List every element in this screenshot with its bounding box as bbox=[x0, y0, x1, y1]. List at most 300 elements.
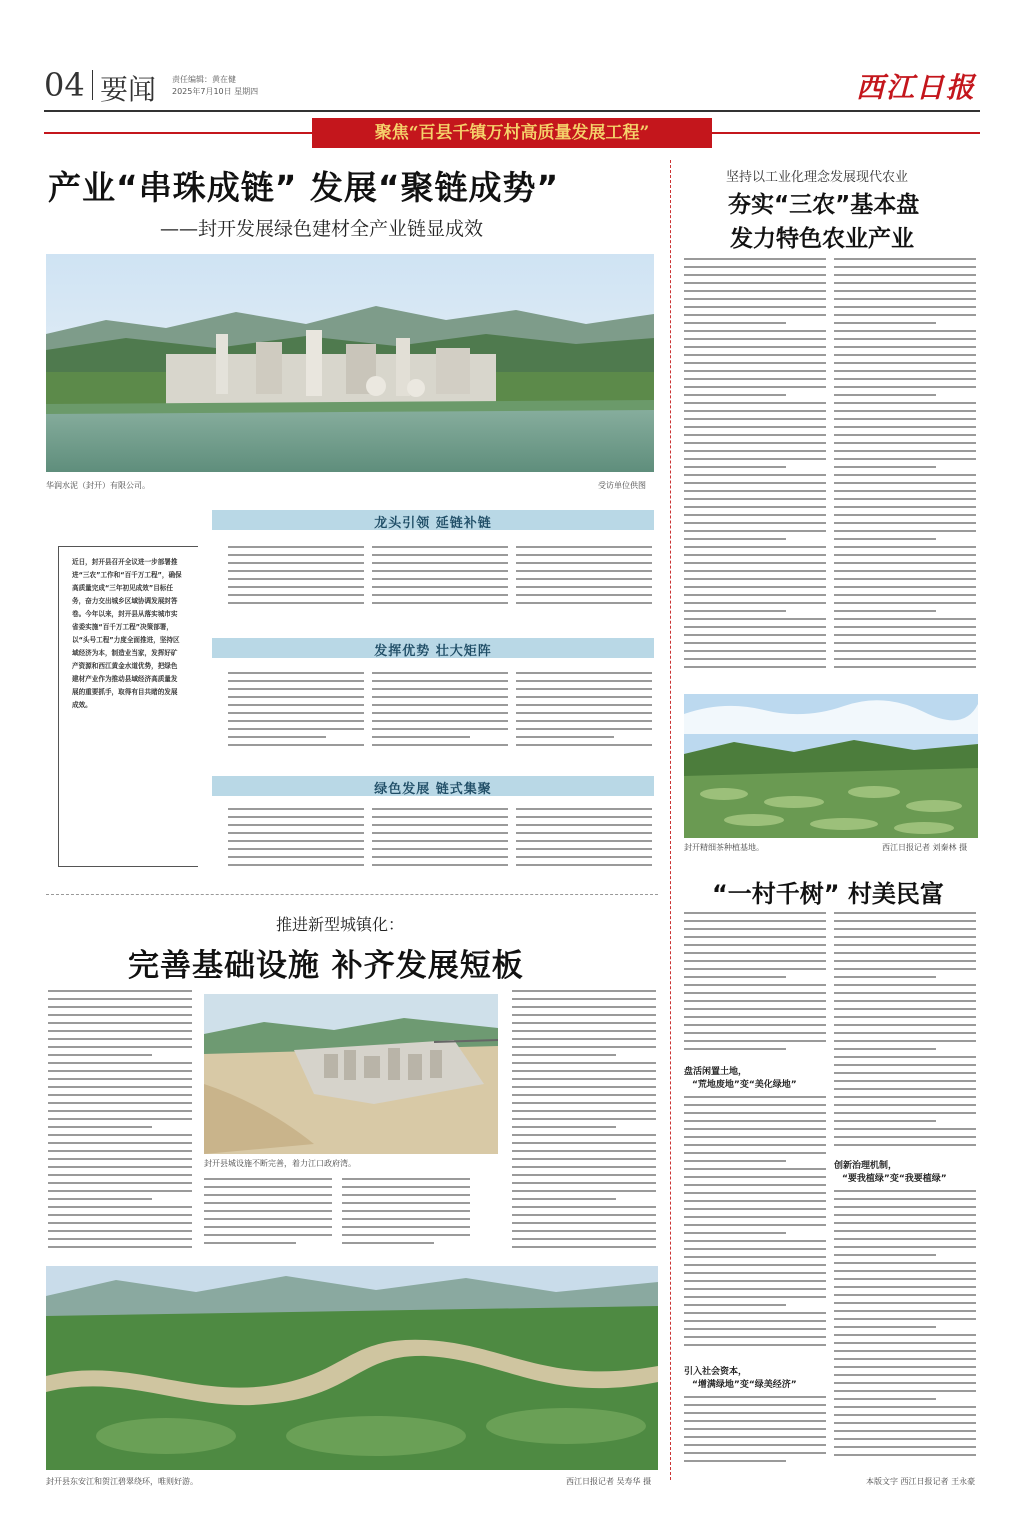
banner-line-left bbox=[44, 132, 312, 134]
body-text-line bbox=[512, 1094, 656, 1096]
body-text-line bbox=[684, 658, 826, 660]
body-text-line bbox=[228, 704, 364, 706]
body-text-line bbox=[48, 1014, 192, 1016]
section-bar-3 bbox=[212, 776, 654, 796]
body-text-line bbox=[834, 410, 976, 412]
body-text-line bbox=[834, 338, 976, 340]
body-text-line bbox=[48, 1118, 192, 1120]
body-text-line bbox=[834, 1104, 976, 1106]
body-text-line bbox=[516, 696, 652, 698]
masthead-logo: 西江日报 bbox=[855, 71, 976, 104]
body-text-line bbox=[372, 840, 508, 842]
body-text-line bbox=[684, 290, 826, 292]
body-text-line bbox=[834, 506, 976, 508]
body-text-line bbox=[512, 1174, 656, 1176]
body-text-line bbox=[684, 442, 826, 444]
county-town-photo bbox=[204, 994, 498, 1154]
body-text-line bbox=[684, 466, 786, 468]
body-text-line bbox=[516, 816, 652, 818]
body-text-line bbox=[684, 1404, 826, 1406]
body-text-line bbox=[228, 688, 364, 690]
body-text-line bbox=[834, 626, 976, 628]
editor-line-1: 责任编辑：黄在健 bbox=[172, 75, 236, 84]
right-bottom-body-b2 bbox=[834, 1190, 976, 1466]
header bbox=[44, 62, 980, 108]
body-text-line bbox=[512, 1086, 656, 1088]
body-text-line bbox=[684, 546, 826, 548]
body-text-line bbox=[684, 1200, 826, 1202]
body-text-line bbox=[228, 594, 364, 596]
bottom-body-b bbox=[204, 1178, 332, 1254]
body-text-line bbox=[684, 458, 826, 460]
tea-photo-caption: 封开精细茶种植基地。 bbox=[684, 843, 764, 852]
lead-body-1b bbox=[372, 546, 508, 616]
river-photo-credit: 西江日报记者 吴寿华 摄 bbox=[566, 1477, 652, 1486]
body-text-line bbox=[834, 1222, 976, 1224]
body-text-line bbox=[834, 650, 976, 652]
body-text-line bbox=[834, 1064, 976, 1066]
body-text-line bbox=[512, 1150, 656, 1152]
body-text-line bbox=[512, 1182, 656, 1184]
body-text-line bbox=[684, 298, 826, 300]
body-text-line bbox=[48, 1110, 192, 1112]
body-text-line bbox=[372, 704, 508, 706]
bottom-body-c bbox=[342, 1178, 470, 1254]
subhead-2-line2: “要我植绿”变“我要植绿” bbox=[842, 1174, 947, 1184]
body-text-line bbox=[512, 1078, 656, 1080]
body-text-line bbox=[48, 1102, 192, 1104]
body-text-line bbox=[48, 1094, 192, 1096]
right-top-body-b bbox=[834, 258, 976, 678]
body-text-line bbox=[834, 1206, 976, 1208]
body-text-line bbox=[342, 1210, 470, 1212]
body-text-line bbox=[834, 482, 976, 484]
body-text-line bbox=[512, 1062, 656, 1064]
pullquote-bracket-bottom bbox=[58, 866, 198, 867]
body-text-line bbox=[228, 586, 364, 588]
body-text-line bbox=[684, 920, 826, 922]
body-text-line bbox=[834, 370, 976, 372]
body-text-line bbox=[684, 1032, 826, 1034]
body-text-line bbox=[834, 610, 936, 612]
body-text-line bbox=[834, 426, 976, 428]
body-text-line bbox=[834, 952, 976, 954]
body-text-line bbox=[684, 490, 826, 492]
body-text-line bbox=[834, 1382, 976, 1384]
body-text-line bbox=[228, 864, 364, 866]
body-text-line bbox=[834, 1310, 976, 1312]
section-title-1: 龙头引领 延链补链 bbox=[374, 516, 492, 531]
body-text-line bbox=[512, 1190, 656, 1192]
body-text-line bbox=[834, 960, 976, 962]
body-text-line bbox=[834, 586, 976, 588]
tea-photo-credit: 西江日报记者 刘秦林 摄 bbox=[882, 843, 968, 852]
body-text-line bbox=[834, 466, 936, 468]
body-text-line bbox=[684, 1312, 826, 1314]
body-text-line bbox=[684, 1396, 826, 1398]
body-text-line bbox=[512, 990, 656, 992]
body-text-line bbox=[516, 546, 652, 548]
body-text-line bbox=[512, 1070, 656, 1072]
body-text-line bbox=[48, 990, 192, 992]
body-text-line bbox=[834, 1302, 976, 1304]
body-text-line bbox=[684, 506, 826, 508]
body-text-line bbox=[834, 546, 976, 548]
body-text-line bbox=[228, 554, 364, 556]
body-text-line bbox=[684, 578, 826, 580]
body-text-line bbox=[834, 1000, 976, 1002]
body-text-line bbox=[48, 1190, 192, 1192]
body-text-line bbox=[834, 554, 976, 556]
body-text-line bbox=[834, 1088, 976, 1090]
body-text-line bbox=[834, 1190, 976, 1192]
body-text-line bbox=[834, 1198, 976, 1200]
body-text-line bbox=[684, 1096, 826, 1098]
body-text-line bbox=[834, 1414, 976, 1416]
body-text-line bbox=[372, 808, 508, 810]
body-text-line bbox=[512, 1238, 656, 1240]
body-text-line bbox=[834, 1406, 976, 1408]
lead-subtitle: ——封开发展绿色建材全产业链显成效 bbox=[160, 218, 484, 240]
body-text-line bbox=[834, 1072, 976, 1074]
body-text-line bbox=[512, 1166, 656, 1168]
body-text-line bbox=[684, 1344, 826, 1346]
tea-field-image bbox=[684, 694, 978, 838]
riverside-town-image bbox=[204, 994, 498, 1154]
body-text-line bbox=[834, 976, 936, 978]
body-text-line bbox=[834, 1366, 976, 1368]
body-text-line bbox=[684, 968, 826, 970]
body-text-line bbox=[684, 666, 826, 668]
body-text-line bbox=[512, 1230, 656, 1232]
body-text-line bbox=[372, 824, 508, 826]
body-text-line bbox=[516, 586, 652, 588]
body-text-line bbox=[834, 618, 976, 620]
body-text-line bbox=[342, 1218, 470, 1220]
body-text-line bbox=[684, 450, 826, 452]
body-text-line bbox=[834, 1342, 976, 1344]
section-bar-1 bbox=[212, 510, 654, 530]
body-text-line bbox=[834, 330, 976, 332]
body-text-line bbox=[834, 386, 976, 388]
body-text-line bbox=[684, 562, 826, 564]
bottom-body-a bbox=[48, 990, 192, 1254]
body-text-line bbox=[516, 736, 614, 738]
body-text-line bbox=[684, 1256, 826, 1258]
body-text-line bbox=[228, 832, 364, 834]
body-text-line bbox=[834, 1024, 976, 1026]
body-text-line bbox=[834, 290, 976, 292]
body-text-line bbox=[516, 848, 652, 850]
body-text-line bbox=[834, 346, 976, 348]
body-text-line bbox=[834, 282, 976, 284]
lead-photo-caption: 华润水泥（封开）有限公司。 bbox=[46, 481, 150, 490]
lead-body-3a bbox=[228, 808, 364, 874]
body-text-line bbox=[204, 1194, 332, 1196]
body-text-line bbox=[372, 712, 508, 714]
body-text-line bbox=[684, 1304, 786, 1306]
page-number: 04 bbox=[44, 66, 85, 104]
body-text-line bbox=[684, 514, 826, 516]
body-text-line bbox=[684, 586, 826, 588]
banner-text: 聚焦“百县千镇万村高质量发展工程” bbox=[374, 123, 650, 143]
body-text-line bbox=[834, 1080, 976, 1082]
right-bottom-body-a2 bbox=[684, 1096, 826, 1356]
bottom-body-d bbox=[512, 990, 656, 1254]
body-text-line bbox=[684, 1460, 786, 1462]
body-text-line bbox=[834, 658, 976, 660]
body-text-line bbox=[228, 736, 326, 738]
body-text-line bbox=[48, 1006, 192, 1008]
body-text-line bbox=[48, 1158, 192, 1160]
body-text-line bbox=[834, 570, 976, 572]
body-text-line bbox=[684, 936, 826, 938]
body-text-line bbox=[684, 1224, 826, 1226]
body-text-line bbox=[204, 1202, 332, 1204]
body-text-line bbox=[372, 546, 508, 548]
body-text-line bbox=[516, 562, 652, 564]
right-bottom-credit: 本版文字 西江日报记者 王永豪 bbox=[866, 1477, 976, 1486]
body-text-line bbox=[372, 578, 508, 580]
body-text-line bbox=[834, 1446, 976, 1448]
body-text-line bbox=[684, 1144, 826, 1146]
body-text-line bbox=[684, 274, 826, 276]
body-text-line bbox=[684, 1264, 826, 1266]
body-text-line bbox=[834, 1390, 976, 1392]
body-text-line bbox=[48, 1046, 192, 1048]
right-bottom-body-b1 bbox=[834, 912, 976, 1152]
body-text-line bbox=[684, 1128, 826, 1130]
body-text-line bbox=[516, 570, 652, 572]
body-text-line bbox=[372, 554, 508, 556]
section-bar-2 bbox=[212, 638, 654, 658]
body-text-line bbox=[48, 1086, 192, 1088]
body-text-line bbox=[372, 594, 508, 596]
body-text-line bbox=[834, 1230, 976, 1232]
body-text-line bbox=[834, 594, 976, 596]
body-text-line bbox=[684, 338, 826, 340]
body-text-line bbox=[512, 1038, 656, 1040]
body-text-line bbox=[684, 1040, 826, 1042]
body-text-line bbox=[684, 1160, 786, 1162]
body-text-line bbox=[372, 720, 508, 722]
header-rule bbox=[44, 110, 980, 112]
body-text-line bbox=[684, 650, 826, 652]
body-text-line bbox=[372, 856, 508, 858]
pullquote-bracket-top bbox=[58, 546, 198, 547]
body-text-line bbox=[684, 410, 826, 412]
body-text-line bbox=[684, 992, 826, 994]
body-text-line bbox=[372, 570, 508, 572]
body-text-line bbox=[372, 672, 508, 674]
body-text-line bbox=[684, 1000, 826, 1002]
lead-body-3b bbox=[372, 808, 508, 874]
body-text-line bbox=[834, 602, 976, 604]
body-text-line bbox=[342, 1226, 470, 1228]
body-text-line bbox=[834, 1454, 976, 1456]
subhead-2-line1: 创新治理机制， bbox=[834, 1161, 898, 1171]
body-text-line bbox=[834, 984, 976, 986]
body-text-line bbox=[834, 314, 976, 316]
body-text-line bbox=[372, 832, 508, 834]
body-text-line bbox=[684, 1176, 826, 1178]
body-text-line bbox=[684, 266, 826, 268]
subhead-1-line2: “荒地废地”变“美化绿地” bbox=[692, 1080, 797, 1090]
body-text-line bbox=[228, 728, 364, 730]
body-text-line bbox=[228, 602, 364, 604]
body-text-line bbox=[834, 1350, 976, 1352]
body-text-line bbox=[684, 1168, 826, 1170]
body-text-line bbox=[834, 1278, 976, 1280]
body-text-line bbox=[48, 1174, 192, 1176]
body-text-line bbox=[684, 1208, 826, 1210]
lead-photo bbox=[46, 254, 654, 472]
bottom-title: 完善基础设施 补齐发展短板 bbox=[128, 948, 524, 984]
body-text-line bbox=[512, 1046, 656, 1048]
body-text-line bbox=[684, 944, 826, 946]
body-text-line bbox=[204, 1210, 332, 1212]
town-photo-caption: 封开县城设施不断完善，着力江口政府湾。 bbox=[204, 1159, 356, 1168]
body-text-line bbox=[684, 642, 826, 644]
lead-photo-credit: 受访单位供图 bbox=[598, 481, 646, 490]
body-text-line bbox=[834, 1438, 976, 1440]
body-text-line bbox=[834, 1262, 976, 1264]
section-title-2: 发挥优势 壮大矩阵 bbox=[374, 644, 492, 659]
editor-line-2: 2025年7月10日 星期四 bbox=[172, 87, 259, 96]
body-text-line bbox=[48, 1038, 192, 1040]
bottom-kicker: 推进新型城镇化： bbox=[276, 915, 405, 934]
body-text-line bbox=[834, 1214, 976, 1216]
body-text-line bbox=[684, 618, 826, 620]
body-text-line bbox=[516, 728, 652, 730]
body-text-line bbox=[516, 824, 652, 826]
body-text-line bbox=[204, 1226, 332, 1228]
body-text-line bbox=[228, 824, 364, 826]
lead-body-2a bbox=[228, 672, 364, 752]
body-text-line bbox=[684, 434, 826, 436]
body-text-line bbox=[48, 1062, 192, 1064]
river-bend-image bbox=[46, 1266, 658, 1470]
body-text-line bbox=[48, 1238, 192, 1240]
river-photo-caption: 封开县东安江和贺江碧翠绕环，唯则好游。 bbox=[46, 1477, 198, 1486]
body-text-line bbox=[684, 554, 826, 556]
body-text-line bbox=[48, 1182, 192, 1184]
body-text-line bbox=[228, 672, 364, 674]
body-text-line bbox=[684, 538, 786, 540]
body-text-line bbox=[684, 634, 826, 636]
body-text-line bbox=[684, 1016, 826, 1018]
body-text-line bbox=[48, 1078, 192, 1080]
body-text-line bbox=[372, 696, 508, 698]
body-text-line bbox=[834, 1120, 936, 1122]
body-text-line bbox=[834, 514, 976, 516]
body-text-line bbox=[372, 864, 508, 866]
body-text-line bbox=[372, 688, 508, 690]
body-text-line bbox=[684, 394, 786, 396]
body-text-line bbox=[372, 728, 508, 730]
body-text-line bbox=[512, 1158, 656, 1160]
body-text-line bbox=[834, 992, 976, 994]
body-text-line bbox=[512, 1030, 656, 1032]
body-text-line bbox=[684, 1152, 826, 1154]
body-text-line bbox=[684, 1136, 826, 1138]
body-text-line bbox=[516, 578, 652, 580]
body-text-line bbox=[834, 258, 976, 260]
body-text-line bbox=[512, 1214, 656, 1216]
body-text-line bbox=[204, 1242, 296, 1244]
header-divider bbox=[92, 70, 93, 100]
right-top-body-a bbox=[684, 258, 826, 678]
body-text-line bbox=[204, 1218, 332, 1220]
body-text-line bbox=[834, 1056, 976, 1058]
body-text-line bbox=[684, 912, 826, 914]
subhead-1-line1: 盘活闲置土地， bbox=[684, 1067, 748, 1077]
body-text-line bbox=[834, 1254, 936, 1256]
body-text-line bbox=[684, 402, 826, 404]
body-text-line bbox=[516, 594, 652, 596]
body-text-line bbox=[834, 362, 976, 364]
right-top-title-2: 发力特色农业产业 bbox=[730, 226, 914, 252]
body-text-line bbox=[684, 1328, 826, 1330]
body-text-line bbox=[684, 610, 786, 612]
lead-body-1a bbox=[228, 546, 364, 616]
body-text-line bbox=[512, 1206, 656, 1208]
body-text-line bbox=[684, 1184, 826, 1186]
lead-bottom-rule bbox=[46, 894, 658, 895]
body-text-line bbox=[48, 1198, 152, 1200]
body-text-line bbox=[834, 1374, 976, 1376]
body-text-line bbox=[512, 998, 656, 1000]
body-text-line bbox=[834, 1008, 976, 1010]
body-text-line bbox=[684, 1436, 826, 1438]
body-text-line bbox=[516, 840, 652, 842]
body-text-line bbox=[834, 1238, 976, 1240]
body-text-line bbox=[834, 642, 976, 644]
body-text-line bbox=[372, 816, 508, 818]
body-text-line bbox=[684, 976, 786, 978]
right-top-kicker: 坚持以工业化理念发展现代农业 bbox=[726, 170, 909, 185]
body-text-line bbox=[512, 1126, 616, 1128]
body-text-line bbox=[228, 578, 364, 580]
body-text-line bbox=[48, 1230, 192, 1232]
body-text-line bbox=[228, 840, 364, 842]
body-text-line bbox=[684, 1412, 826, 1414]
pullquote-text: 近日，封开县召开全议进一步部署推进“三农”工作和“百千万工程”，确保高质量完成“三年初见成效”目标任务，奋力交出城乡区域协调发展封答卷。今年以来，封开县从落实城市实省委实施“百千万工程”决策部署，以“头号工程”力度全面推进，坚持区域经济为本，制造业当家，发挥好矿产资源和西江黄金水道优势，把绿色建材产业作为推动县域经济高质量发展的重要抓手，取得有目共睹的发展成效。 bbox=[72, 558, 182, 709]
body-text-line bbox=[372, 562, 508, 564]
body-text-line bbox=[834, 920, 976, 922]
body-text-line bbox=[684, 522, 826, 524]
body-text-line bbox=[684, 1008, 826, 1010]
body-text-line bbox=[834, 928, 976, 930]
body-text-line bbox=[684, 1296, 826, 1298]
body-text-line bbox=[512, 1246, 656, 1248]
body-text-line bbox=[204, 1234, 332, 1236]
body-text-line bbox=[684, 426, 826, 428]
body-text-line bbox=[512, 1006, 656, 1008]
body-text-line bbox=[834, 418, 976, 420]
body-text-line bbox=[48, 1206, 192, 1208]
body-text-line bbox=[228, 816, 364, 818]
body-text-line bbox=[228, 696, 364, 698]
body-text-line bbox=[516, 808, 652, 810]
body-text-line bbox=[684, 354, 826, 356]
body-text-line bbox=[684, 1232, 786, 1234]
body-text-line bbox=[684, 626, 826, 628]
banner-line-right bbox=[712, 132, 980, 134]
body-text-line bbox=[834, 578, 976, 580]
body-text-line bbox=[512, 1014, 656, 1016]
body-text-line bbox=[48, 1166, 192, 1168]
